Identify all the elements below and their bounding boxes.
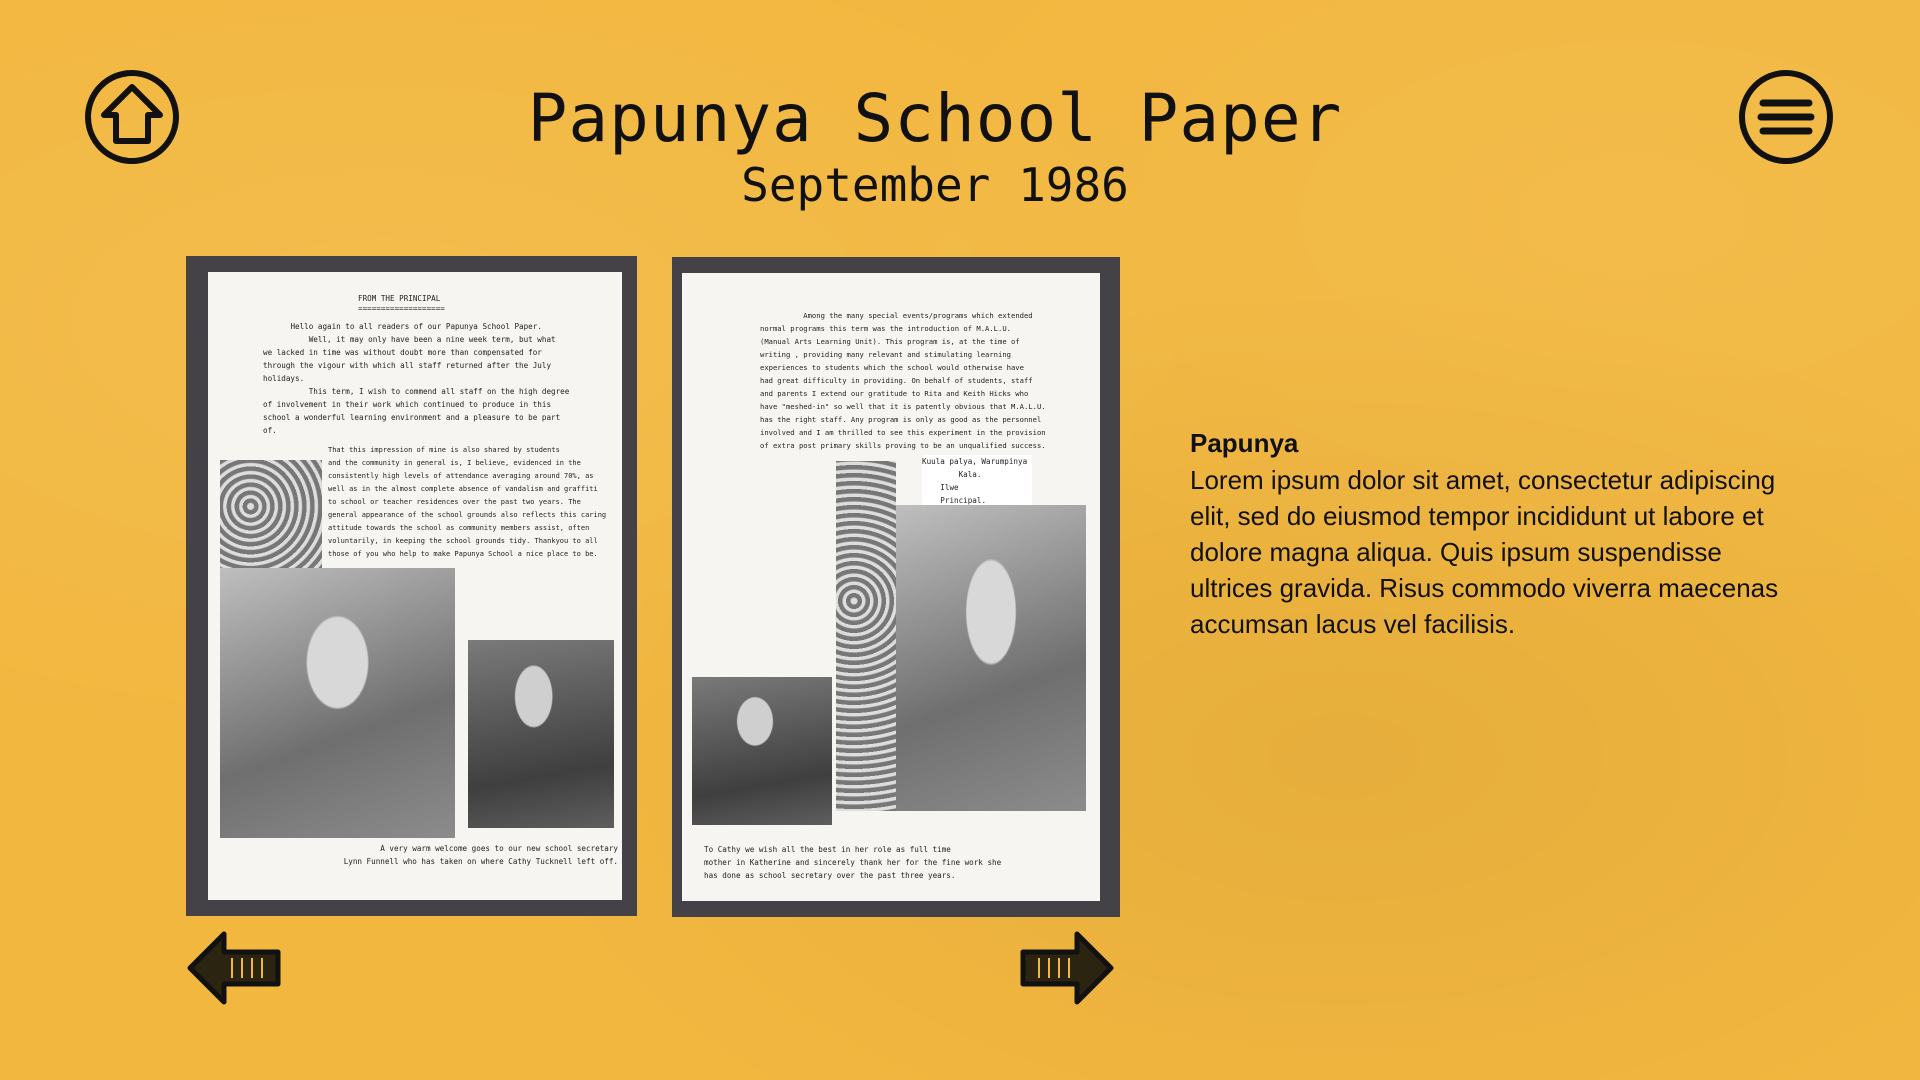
scanned-page-left <box>186 256 637 916</box>
caption-heading: Papunya <box>1190 428 1299 458</box>
photo-woman-portrait <box>468 640 614 828</box>
caption-body: Lorem ipsum dolor sit amet, consectetur adipiscing elit, sed do eiusmod tempor incididunt ut labore et dolore magna aliqua. Quis ipsum suspendisse ultrices gravida. Risus commodo viverra maecenas accumsan lacus vel facilisis. <box>1190 465 1779 639</box>
photo-students-group <box>220 568 455 838</box>
photo-painting <box>220 460 322 576</box>
page-body-text: Among the many special events/programs which extended normal programs this term was the introduction of M.A.L.U. (Manual Arts Learning Unit). This program is, at the time of writing , providing many relevant and stimulating learning experiences to students which the school would otherwise have had great difficulty in providing. On behalf of students, staff and parents I extend our gratitude to Rita and Keith Hicks who have "meshed-in" so well that it is patently obvious that M.A.L.U. has the right staff. Any program is only as good as the personnel involved and I am thrilled to see this experiment in the provision of extra post primary skills proving to be an unqualified success. <box>760 311 1046 450</box>
page-footer-text: A very warm welcome goes to our new school secretary Lynn Funnell who has taken on where Cathy Tucknell left off. <box>343 844 618 866</box>
page-subtitle: September 1986 <box>741 158 1129 212</box>
heading-underline: =================== <box>358 304 445 313</box>
photo-woman-smiling <box>692 677 832 825</box>
page-body-text: Hello again to all readers of our Papunya School Paper. Well, it may only have been a nine week term, but what we lacked in time was without doubt more than compensated for through the vigour with which all staff returned after the July holidays. This term, I wish to commend all staff on the high degree of involvement in their work which continued to produce in this school a wonderful learning environment and a pleasure to be part of. <box>263 322 570 435</box>
scanned-page-right <box>672 257 1120 917</box>
page-footer-text: To Cathy we wish all the best in her role as full time mother in Katherine and sincerely thank her for the fine work she has done as school secretary over the past three years. <box>704 845 1002 880</box>
page-sheet <box>208 272 622 900</box>
arrow-left-icon <box>184 928 284 1008</box>
page-body-text-2: That this impression of mine is also shared by students and the community in general is, I believe, evidenced in the consistently high levels of attendance averaging around 70%, as well as in the almost complete absence of vandalism and graffiti to school or teacher residences over the past two years. The general appearance of the school grounds also reflects this caring attitude towards the school as community members assist, often voluntarily, in keeping the school grounds tidy. Thankyou to all those of you who help to make Papunya School a nice place to be. <box>328 446 607 558</box>
page-sheet <box>682 273 1100 901</box>
principal-note: Kuula palya, Warumpinya Kala. Ilwe Principal. <box>922 455 1032 507</box>
previous-page-button[interactable] <box>184 928 284 1008</box>
next-page-button[interactable] <box>1017 928 1117 1008</box>
arrow-right-icon <box>1017 928 1117 1008</box>
page-title: Papunya School Paper <box>527 80 1343 157</box>
page-heading: FROM THE PRINCIPAL <box>358 294 441 303</box>
photo-two-men <box>896 505 1086 811</box>
photo-painted-door <box>836 461 896 811</box>
